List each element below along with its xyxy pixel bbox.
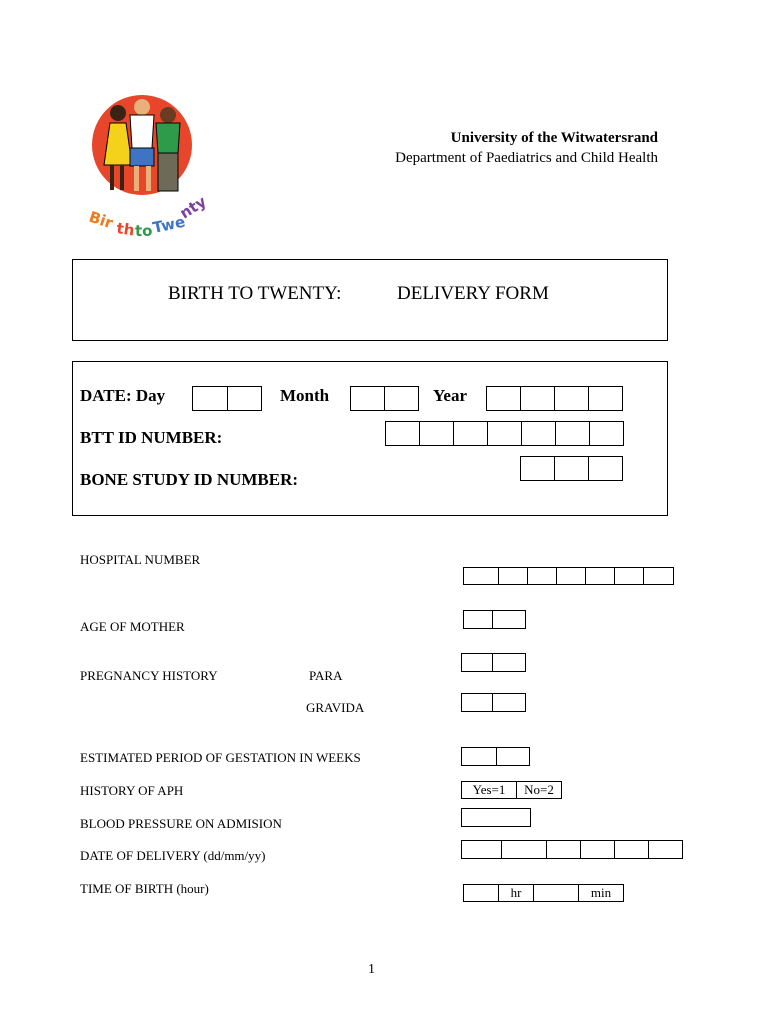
institution-header: [395, 128, 658, 168]
aph-label: HISTORY OF APH: [80, 783, 184, 798]
form-title-right: DELIVERY FORM: [397, 283, 549, 304]
svg-text:to: to: [135, 222, 153, 240]
month-label: Month: [280, 386, 330, 405]
blood-pressure-box[interactable]: [461, 808, 531, 827]
svg-text:Twe: Twe: [151, 212, 187, 237]
delivery-date-boxes[interactable]: [461, 840, 683, 859]
date-day-label: DATE: Day: [80, 386, 166, 405]
bone-study-id-boxes[interactable]: [520, 456, 623, 481]
birth-to-twenty-logo: [80, 93, 210, 243]
blood-pressure-label: BLOOD PRESSURE ON ADMISION: [80, 816, 282, 831]
page-number: 1: [368, 962, 375, 977]
para-label: PARA: [309, 668, 343, 683]
gestation-boxes[interactable]: [461, 747, 530, 766]
year-boxes[interactable]: [486, 386, 623, 411]
year-label: Year: [433, 386, 467, 405]
form-title-left: BIRTH TO TWENTY:: [168, 283, 342, 304]
aph-yes-option[interactable]: Yes=1: [461, 781, 517, 799]
bone-study-id-label: BONE STUDY ID NUMBER:: [80, 470, 299, 489]
gravida-label: GRAVIDA: [306, 700, 365, 715]
gestation-label: ESTIMATED PERIOD OF GESTATION IN WEEKS: [80, 750, 361, 765]
university-name: University of the Witwatersrand: [450, 130, 658, 146]
hr-label: hr: [498, 884, 534, 902]
svg-text:nty: nty: [176, 192, 210, 223]
month-boxes[interactable]: [350, 386, 419, 411]
para-boxes[interactable]: [461, 653, 526, 672]
btt-id-label: BTT ID NUMBER:: [80, 428, 223, 447]
department-name: Department of Paediatrics and Child Health: [395, 150, 658, 166]
aph-options[interactable]: [461, 781, 562, 799]
title-box: [72, 259, 668, 341]
age-of-mother-label: AGE OF MOTHER: [80, 619, 185, 634]
svg-text:th: th: [115, 219, 136, 240]
time-of-birth-label: TIME OF BIRTH (hour): [80, 881, 209, 896]
age-of-mother-boxes[interactable]: [463, 610, 526, 629]
svg-text:Bir: Bir: [86, 207, 116, 233]
delivery-date-label: DATE OF DELIVERY (dd/mm/yy): [80, 848, 266, 863]
btt-id-boxes[interactable]: [385, 421, 624, 446]
aph-no-option[interactable]: No=2: [516, 781, 562, 799]
time-of-birth-boxes[interactable]: [463, 884, 624, 902]
day-boxes[interactable]: [192, 386, 262, 411]
gravida-boxes[interactable]: [461, 693, 526, 712]
pregnancy-history-label: PREGNANCY HISTORY: [80, 668, 218, 683]
hospital-number-label: HOSPITAL NUMBER: [80, 552, 201, 567]
min-label: min: [578, 884, 624, 902]
hospital-number-boxes[interactable]: [463, 567, 674, 585]
